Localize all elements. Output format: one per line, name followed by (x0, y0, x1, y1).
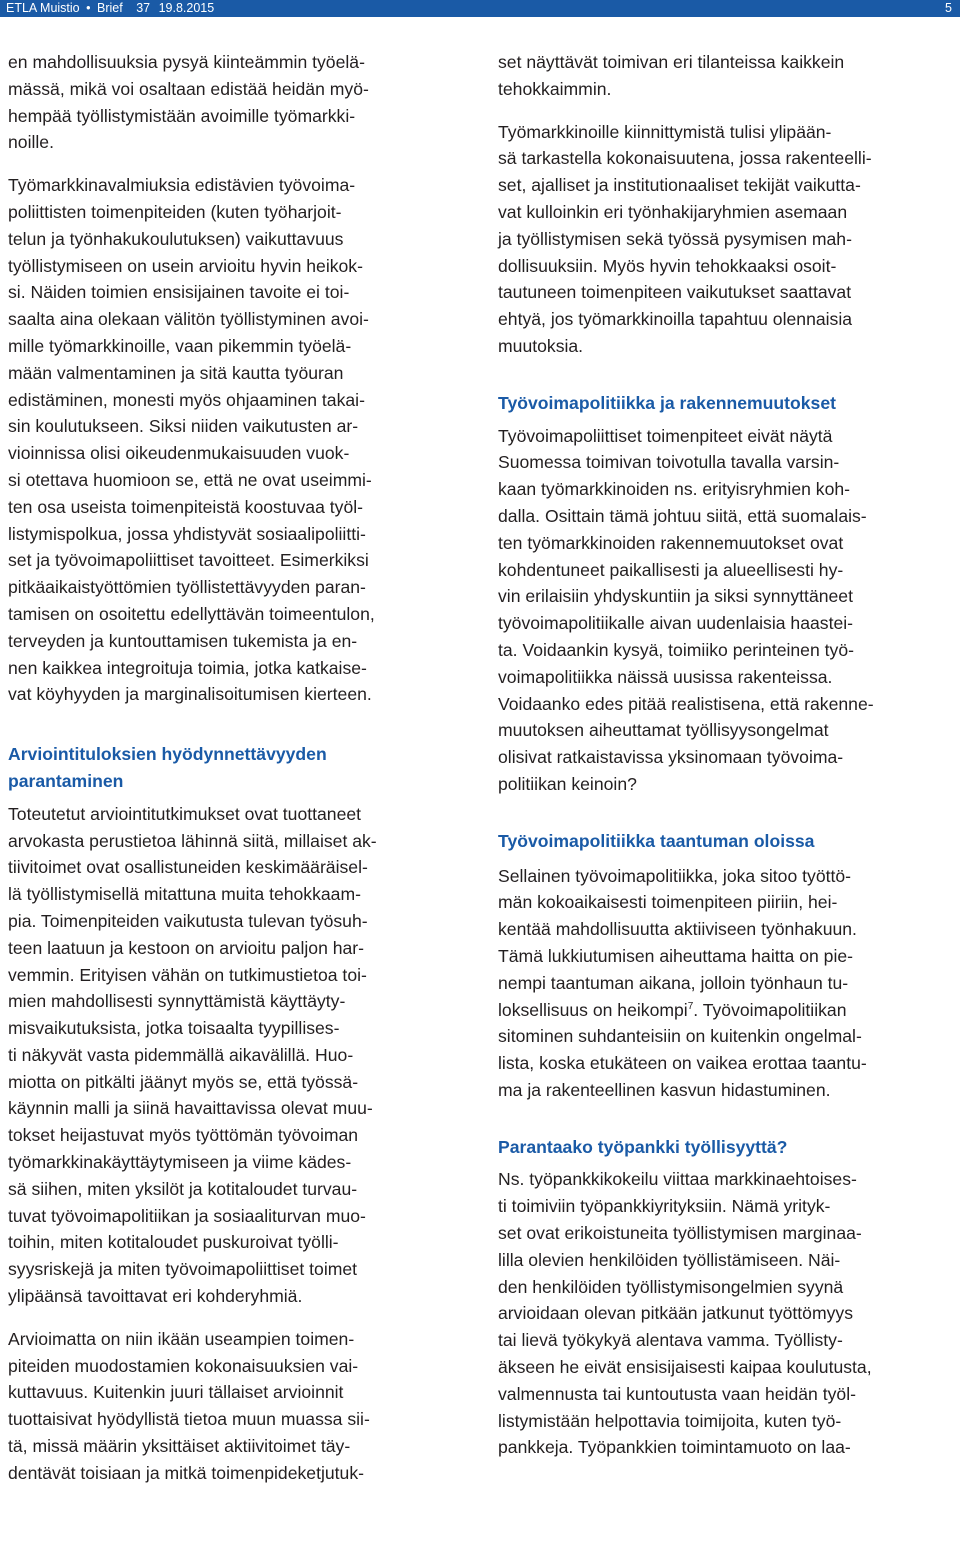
text-line: Tämä lukkiutumisen aiheuttama haitta on pie- (498, 945, 853, 966)
text-line: ehtyä, jos työmarkkinoilla tapahtuu olennaisia (498, 309, 853, 330)
issue-number: 37 (136, 1, 151, 15)
text-line: mässä, mikä voi osaltaan edistää heidän myö- (8, 78, 369, 99)
text-line: dentävät toisiaan ja mitkä toimenpideketjutuk- (8, 1462, 364, 1483)
header-separator: • (86, 1, 91, 15)
text-line: ten työmarkkinoiden rakennemuutokset ovat (498, 532, 844, 553)
text-line: arvokasta perustietoa lähinnä siitä, millaiset ak- (8, 830, 377, 851)
heading-structural-change: Työvoimapolitiikka ja rakennemuutokset (498, 392, 836, 413)
paragraph-evaluation-studies (8, 801, 460, 1310)
text-line: Työvoimapoliittiset toimenpiteet eivät näytä (498, 425, 833, 446)
text-line: kuttavuus. Kuitenkin juuri tällaiset arvioinnit (8, 1382, 344, 1403)
text-line: listymispolkua, jossa yhdistyvät sosiaalipoliitti- (8, 523, 366, 544)
text-line: miotta on pitkälti jäänyt myös se, että työssä- (8, 1071, 359, 1092)
text-line: kaan työmarkkinoiden ns. erityisryhmien koh- (498, 479, 851, 500)
page-number: 5 (945, 1, 952, 15)
text-line: set näyttävät toimivan eri tilanteissa kaikkein (498, 52, 845, 72)
text-line: lista, koska etukäteen on vaikea erottaa taantu- (498, 1053, 867, 1074)
text-line: tuottaisivat hyödyllistä tietoa muun muassa sii- (8, 1409, 370, 1430)
text-line: valmennusta tai kuntoutusta vaan heidän työl- (498, 1383, 856, 1404)
text-line: ti toimiviin työpankkiyrityksiin. Nämä yrityk- (498, 1196, 831, 1217)
issue-date: 19.8.2015 (158, 1, 215, 15)
text-line: ten osa useista toimenpiteistä koostuvaa työl- (8, 496, 364, 517)
text-line: ja työllistymisen sekä työssä pysymisen mah- (498, 228, 852, 249)
text-line: ta. Voidaankin kysyä, toimiiko perinteinen työ- (498, 639, 854, 660)
text-line: muutoksen aiheuttamat työllisyysongelmat (498, 720, 829, 741)
text-line: Työmarkkinavalmiuksia edistävien työvoima- (8, 175, 356, 196)
paragraph-continued (8, 49, 460, 156)
text-line: ti näkyvät vasta pidemmällä aikavälillä. Huo- (8, 1044, 354, 1065)
text-line: Toteutetut arviointitutkimukset ovat tuottaneet (8, 803, 362, 824)
text-line: kohdentuneet paikallisesti ja alueellisesti hy- (498, 559, 844, 580)
text-line: vat kulloinkin eri työnhakijaryhmien asemaan (498, 201, 848, 222)
text-line: Sellainen työvoimapolitiikka, joka sitoo työttö- (498, 865, 852, 886)
text-line: den henkilöiden työllistymisongelmien syynä (498, 1276, 844, 1297)
text-line: lilla olevien henkilöiden työllistämiseen. Näi- (498, 1249, 841, 1270)
text-line: vioinnissa olisi oikeudenmukaisuuden vuok- (8, 443, 350, 464)
text-line: käynnin malli ja siinä havaittavissa olevat muu- (8, 1098, 373, 1119)
text-line: misvaikutuksista, jotka toisaalta tyypillises- (8, 1018, 340, 1039)
text-line: edistäminen, monesti myös ohjaaminen takai- (8, 389, 365, 410)
text-line: teen laatuun ja kestoon on arvioitu paljon har- (8, 937, 365, 958)
paragraph-activation-measures (8, 172, 460, 708)
text-line: dalla. Osittain tämä johtuu siitä, että suomalais- (498, 505, 867, 526)
text-line: voimapolitiikka näissä uusissa rakenteissa. (498, 666, 833, 687)
text-line: muutoksia. (498, 335, 584, 356)
text-line: set ja työvoimapoliittiset tavoitteet. Esimerkiksi (8, 550, 369, 571)
text-line-with-footnote: loksellisuus on heikompi$^7$. Työvoimapolitiikan (498, 999, 847, 1020)
text-line: lä työllistymisellä mitattuna muita tehokkaam- (8, 884, 361, 905)
text-line: ma ja rakenteellinen kasvun hidastuminen. (498, 1079, 831, 1100)
text-line: Suomessa toimivan toivotulla tavalla varsin- (498, 452, 840, 473)
left-column (8, 49, 460, 1487)
paragraph-labour-market-attachment (498, 119, 952, 360)
right-column (498, 49, 952, 1461)
text-line: tehokkaimmin. (498, 78, 612, 99)
paragraph-job-bank (498, 1166, 952, 1461)
text-line: en mahdollisuuksia pysyä kiinteämmin työelä- (8, 52, 365, 72)
text-line: työllistymiseen on usein arvioitu hyvin heikok- (8, 255, 363, 276)
text-line: terveyden ja kuntouttamisen tukemista ja en- (8, 630, 358, 651)
text-line: sä tarkastella kokonaisuutena, jossa rakenteelli- (498, 148, 872, 169)
heading-line: parantaminen (8, 770, 124, 791)
text-line: työvoimapolitiikalle aivan uudenlaisia haastei- (498, 613, 854, 634)
text-line: tä, missä määrin yksittäiset aktiivitoimet täy- (8, 1436, 351, 1457)
text-line: arvioidaan olevan pitkään jatkunut työttömyys (498, 1303, 854, 1324)
text-line: nempi taantuman aikana, jolloin työnhaun tu- (498, 972, 849, 993)
text-line: sä siihen, miten yksilöt ja kotitaloudet turvau- (8, 1178, 358, 1199)
text-line: si otettava huomioon se, että ne ovat useimmi- (8, 469, 372, 490)
text-line: vat köyhyyden ja marginalisoitumisen kierteen. (8, 684, 372, 705)
text-line: piteiden muodostamien kokonaisuuksien vai- (8, 1355, 359, 1376)
text-line: politiikan keinoin? (498, 773, 637, 794)
text-line: ylipäänsä tavoittavat eri kohderyhmiä. (8, 1286, 303, 1307)
text-line: nen kaikkea integroituja toimia, jotka katkaise- (8, 657, 367, 678)
text-line: män kokoaikaisesti toimenpiteen piiriin, hei- (498, 892, 838, 913)
text-line: tai lievä työkykyä alentava vamma. Työllisty- (498, 1330, 843, 1351)
text-line: olisivat ratkaistavissa yksinomaan työvoima- (498, 747, 844, 768)
text-line: si. Näiden toimien ensisijainen tavoite ei toi- (8, 282, 350, 303)
text-line: työmarkkinakäyttäytymiseen ja viime kädes- (8, 1152, 352, 1173)
series-name: Brief (97, 1, 123, 15)
paragraph-continued-right (498, 49, 952, 103)
heading-line: Arviointituloksien hyödynnettävyyden (8, 744, 327, 765)
text-line: dollisuuksiin. Myös hyvin tehokkaaksi osoit- (498, 255, 837, 276)
text-line: Ns. työpankkikokeilu viittaa markkinaehtoises- (498, 1169, 857, 1190)
text-line: tuvat työvoimapolitiikan ja sosiaaliturvan muo- (8, 1205, 366, 1226)
text-line: pankkeja. Työpankkien toimintamuoto on laa- (498, 1437, 851, 1458)
text-line: mään valmentaminen ja sitä kautta työuran (8, 362, 344, 383)
header-publication-info (6, 0, 214, 17)
text-line: set ovat erikoistuneita työllistymisen marginaa- (498, 1223, 862, 1244)
text-line: listymistään helpottavia toimijoita, kuten työ- (498, 1410, 842, 1431)
text-line: hempää työllistymistään avoimille työmarkki- (8, 105, 356, 126)
text-line: sitominen suhdanteisiin on kuitenkin ongelmal- (498, 1026, 862, 1047)
footnote-ref: 7 (687, 1000, 694, 1012)
paragraph-structural-change (498, 423, 952, 798)
text-line: sin koulutukseen. Siksi niiden vaikutusten ar- (8, 416, 359, 437)
text-line: tiivitoimet ovat osallistuneiden keskimääräisel- (8, 857, 368, 878)
text-line: tautuneen toimenpiteen vaikutukset saattavat (498, 282, 852, 303)
text-line: syysriskejä ja miten työvoimapoliittiset toimet (8, 1259, 358, 1280)
text-line: set, ajalliset ja institutionaaliset tekijät vaikutta- (498, 175, 861, 196)
text-line: tokset heijastuvat myös työttömän työvoiman (8, 1125, 359, 1146)
text-line: saalta aina olekaan välitön työllistyminen avoi- (8, 309, 369, 330)
heading-evaluation-results (8, 741, 460, 795)
heading-job-bank: Parantaako työpankki työllisyyttä? (498, 1136, 788, 1157)
running-header (0, 0, 960, 17)
text-line: telun ja työnhakukoulutuksen) vaikuttavuus (8, 228, 344, 249)
text-line: Voidaanko edes pitää realistisena, että rakenne- (498, 693, 874, 714)
paragraph-recession (498, 863, 952, 1104)
text-line: mille työmarkkinoille, vaan pikemmin työelä- (8, 335, 352, 356)
text-line: kentää mahdollisuutta aktiiviseen työnhakuun. (498, 919, 857, 940)
text-line: vemmin. Erityisen vähän on tutkimustietoa toi- (8, 964, 367, 985)
text-line: toihin, miten kotitaloudet puskuroivat työlli- (8, 1232, 339, 1253)
text-line: vin erilaisiin yhdyskuntiin ja siksi synnyttäneet (498, 586, 853, 607)
text-line: äkseen he eivät ensisijaisesti kaipaa koulutusta, (498, 1357, 872, 1378)
text-line: poliittisten toimenpiteiden (kuten työharjoit- (8, 201, 342, 222)
text-line: Työmarkkinoille kiinnittymistä tulisi ylipään- (498, 121, 832, 142)
text-line: pitkäaikaistyöttömien työllistettävyyden paran- (8, 577, 366, 598)
text-line: noille. (8, 132, 54, 153)
text-line: Arvioimatta on niin ikään useampien toimen- (8, 1328, 355, 1349)
paragraph-combined-effects (8, 1326, 460, 1487)
text-line: tamisen on osoitettu edellyttävän toimeentulon, (8, 603, 375, 624)
text-line: mien mahdollisesti synnyttämistä käyttäyty- (8, 991, 346, 1012)
text-line: pia. Toimenpiteiden vaikutusta tulevan työsuh- (8, 910, 368, 931)
publication-name: ETLA Muistio (6, 1, 80, 15)
heading-recession: Työvoimapolitiikka taantuman oloissa (498, 830, 815, 851)
